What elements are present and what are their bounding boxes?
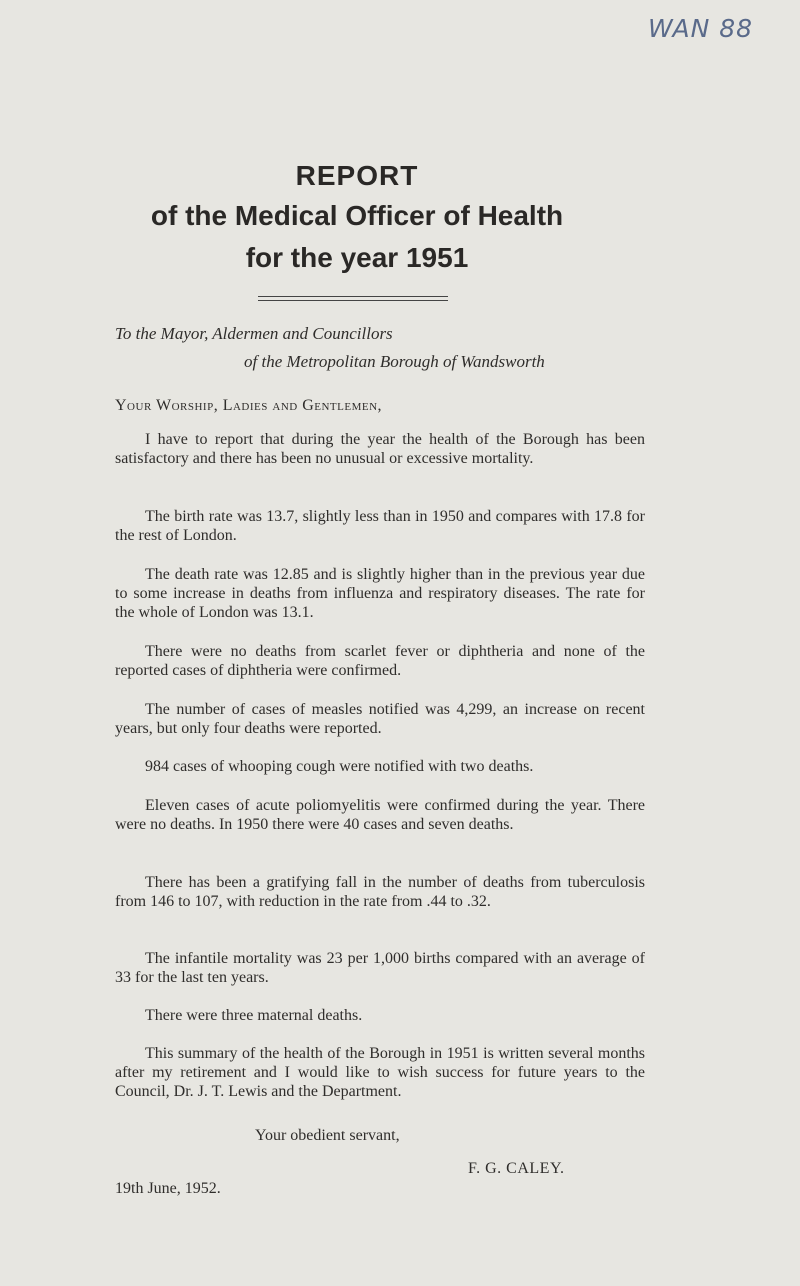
paragraph-measles: The number of cases of measles notified was 4,299, an increase on recent years, but only four deaths were reported. xyxy=(115,701,645,737)
paragraph-death-rate: The death rate was 12.85 and is slightly higher than in the previous year due to some increase in deaths from influenza and respiratory diseases. The rate for the whole of London was 13.1. xyxy=(115,566,645,621)
valediction: Your obedient servant, xyxy=(255,1127,400,1144)
report-year: for the year 1951 xyxy=(245,242,469,273)
paragraph-whooping-cough: 984 cases of whooping cough were notified with two deaths. xyxy=(145,758,534,775)
paragraph-birth-rate: The birth rate was 13.7, slightly less than in 1950 and compares with 17.8 for the rest of London. xyxy=(115,508,645,544)
date: 19th June, 1952. xyxy=(115,1180,221,1197)
paragraph-maternal-deaths: There were three maternal deaths. xyxy=(145,1007,363,1024)
address-line-1: To the Mayor, Aldermen and Councillors xyxy=(115,324,393,343)
signature: F. G. CALEY. xyxy=(468,1160,565,1177)
paragraph-scarlet-fever: There were no deaths from scarlet fever or diphtheria and none of the reported cases of diphtheria were confirmed. xyxy=(115,643,645,679)
title-divider xyxy=(258,296,448,301)
paragraph-infantile-mortality: The infantile mortality was 23 per 1,000 births compared with an average of 33 for the last ten years. xyxy=(115,950,645,986)
report-subtitle: of the Medical Officer of Health xyxy=(150,200,564,231)
report-title: REPORT xyxy=(295,160,419,191)
address-line-2: of the Metropolitan Borough of Wandsworth xyxy=(244,352,545,371)
paragraph-summary: This summary of the health of the Borough in 1951 is written several months after my retirement and I would like to wish success for future years to the Council, Dr. J. T. Lewis and the Department. xyxy=(115,1045,645,1100)
paragraph-poliomyelitis: Eleven cases of acute poliomyelitis were confirmed during the year. There were no deaths. In 1950 there were 40 cases and seven deaths. xyxy=(115,797,645,833)
paragraph-tuberculosis: There has been a gratifying fall in the number of deaths from tuberculosis from 146 to 107, with reduction in the rate from .44 to .32. xyxy=(115,874,645,910)
handwritten-annotation: WAN 88 xyxy=(648,14,754,43)
salutation: Your Worship, Ladies and Gentlemen, xyxy=(115,397,383,414)
paragraph-general-health: I have to report that during the year the health of the Borough has been satisfactory and there has been no unusual or excessive mortality. xyxy=(115,431,645,467)
